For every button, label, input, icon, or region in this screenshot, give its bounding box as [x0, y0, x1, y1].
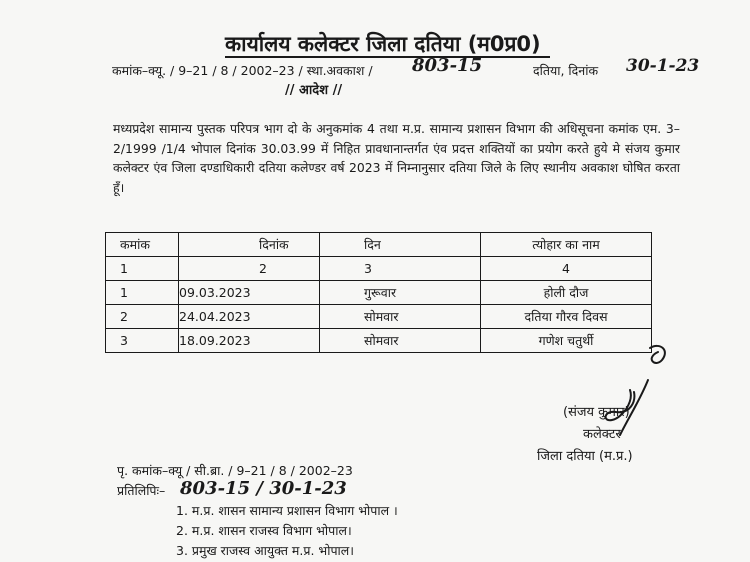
handwritten-copy-ref: 803-15 / 30-1-23 [180, 478, 347, 499]
date-cell [179, 329, 320, 353]
day-text: सोमवार [364, 309, 399, 324]
day-text: सोमवार [364, 333, 399, 348]
header-cell-serial: कमांक [106, 233, 179, 257]
date-cell [179, 305, 320, 329]
header-cell-festival: त्योहार का नाम [481, 233, 652, 257]
date-text: 09.03.2023 [179, 285, 251, 300]
table-header-row [106, 233, 652, 257]
index-cell-text: 3 [364, 261, 372, 276]
handwritten-ref-number: 803-15 [412, 55, 483, 76]
day-cell [320, 329, 481, 353]
table-index-row [106, 257, 652, 281]
signatory-designation: कलेक्टर [583, 427, 621, 442]
signatory-name: (संजय कुमार) [563, 405, 630, 420]
title-underline [225, 56, 550, 58]
table-row [106, 281, 652, 305]
header-date-label: दिनांक [259, 237, 289, 252]
festival-cell: गणेश चतुर्थी [481, 329, 652, 353]
order-paragraph: मध्यप्रदेश सामान्य पुस्तक परिपत्र भाग दो के अनुकमांक 4 तथा म.प्र. सामान्य प्रशासन विभाग की अधिसूचना कमांक एम. 3–2/1999 /1/4 भोपाल दिनांक 30.03.99 में निहित प्रावधानान्तर्गत एंव प्रदत्त शक्तियों का प्रयोग करते हुये मे संजय कुमार कलेक्टर एंव जिला दण्डाधिकारी दतिया कलेण्डर वर्ष 2023 में निम्नानुसार दतिया जिले के लिए स्थानीय अवकाश घोषित करता हूँ। [113, 121, 680, 195]
holiday-table [105, 232, 652, 353]
order-reference: कमांक–क्यू. / 9–21 / 8 / 2002–23 / स्था.अवकाश / [112, 63, 373, 78]
date-text: 24.04.2023 [179, 309, 251, 324]
day-cell [320, 281, 481, 305]
handwritten-date: 30-1-23 [626, 56, 700, 76]
table-row [106, 305, 652, 329]
index-cell: 1 [106, 257, 179, 281]
header-day-label: दिन [364, 237, 381, 252]
serial-cell: 2 [106, 305, 179, 329]
date-text: 18.09.2023 [179, 333, 251, 348]
header-cell-date [179, 233, 320, 257]
serial-cell: 3 [106, 329, 179, 353]
order-heading: // आदेश // [285, 83, 343, 98]
index-cell: 4 [481, 257, 652, 281]
copy-label: प्रतिलिपिः– [117, 483, 166, 498]
day-cell [320, 305, 481, 329]
endorsement-reference: पृ. कमांक–क्यू / सी.ब्रा. / 9–21 / 8 / 2002–23 [117, 463, 353, 478]
recipient-item: 2. म.प्र. शासन राजस्व विभाग भोपाल। [176, 523, 352, 538]
index-cell-text: 2 [259, 261, 267, 276]
festival-cell: दतिया गौरव दिवस [481, 305, 652, 329]
index-cell [179, 257, 320, 281]
recipient-item: 1. म.प्र. शासन सामान्य प्रशासन विभाग भोपाल । [176, 503, 398, 518]
header-cell-day [320, 233, 481, 257]
place-date-label: दतिया, दिनांक [533, 63, 599, 78]
recipient-item: 3. प्रमुख राजस्व आयुक्त म.प्र. भोपाल। [176, 543, 355, 558]
signatory-district: जिला दतिया (म.प्र.) [537, 449, 633, 464]
index-cell [320, 257, 481, 281]
table-row [106, 329, 652, 353]
office-title: कार्यालय कलेक्टर जिला दतिया (म0प्र0) [225, 32, 541, 56]
serial-cell: 1 [106, 281, 179, 305]
date-cell [179, 281, 320, 305]
festival-cell: होली दौज [481, 281, 652, 305]
day-text: गुरूवार [364, 285, 397, 300]
